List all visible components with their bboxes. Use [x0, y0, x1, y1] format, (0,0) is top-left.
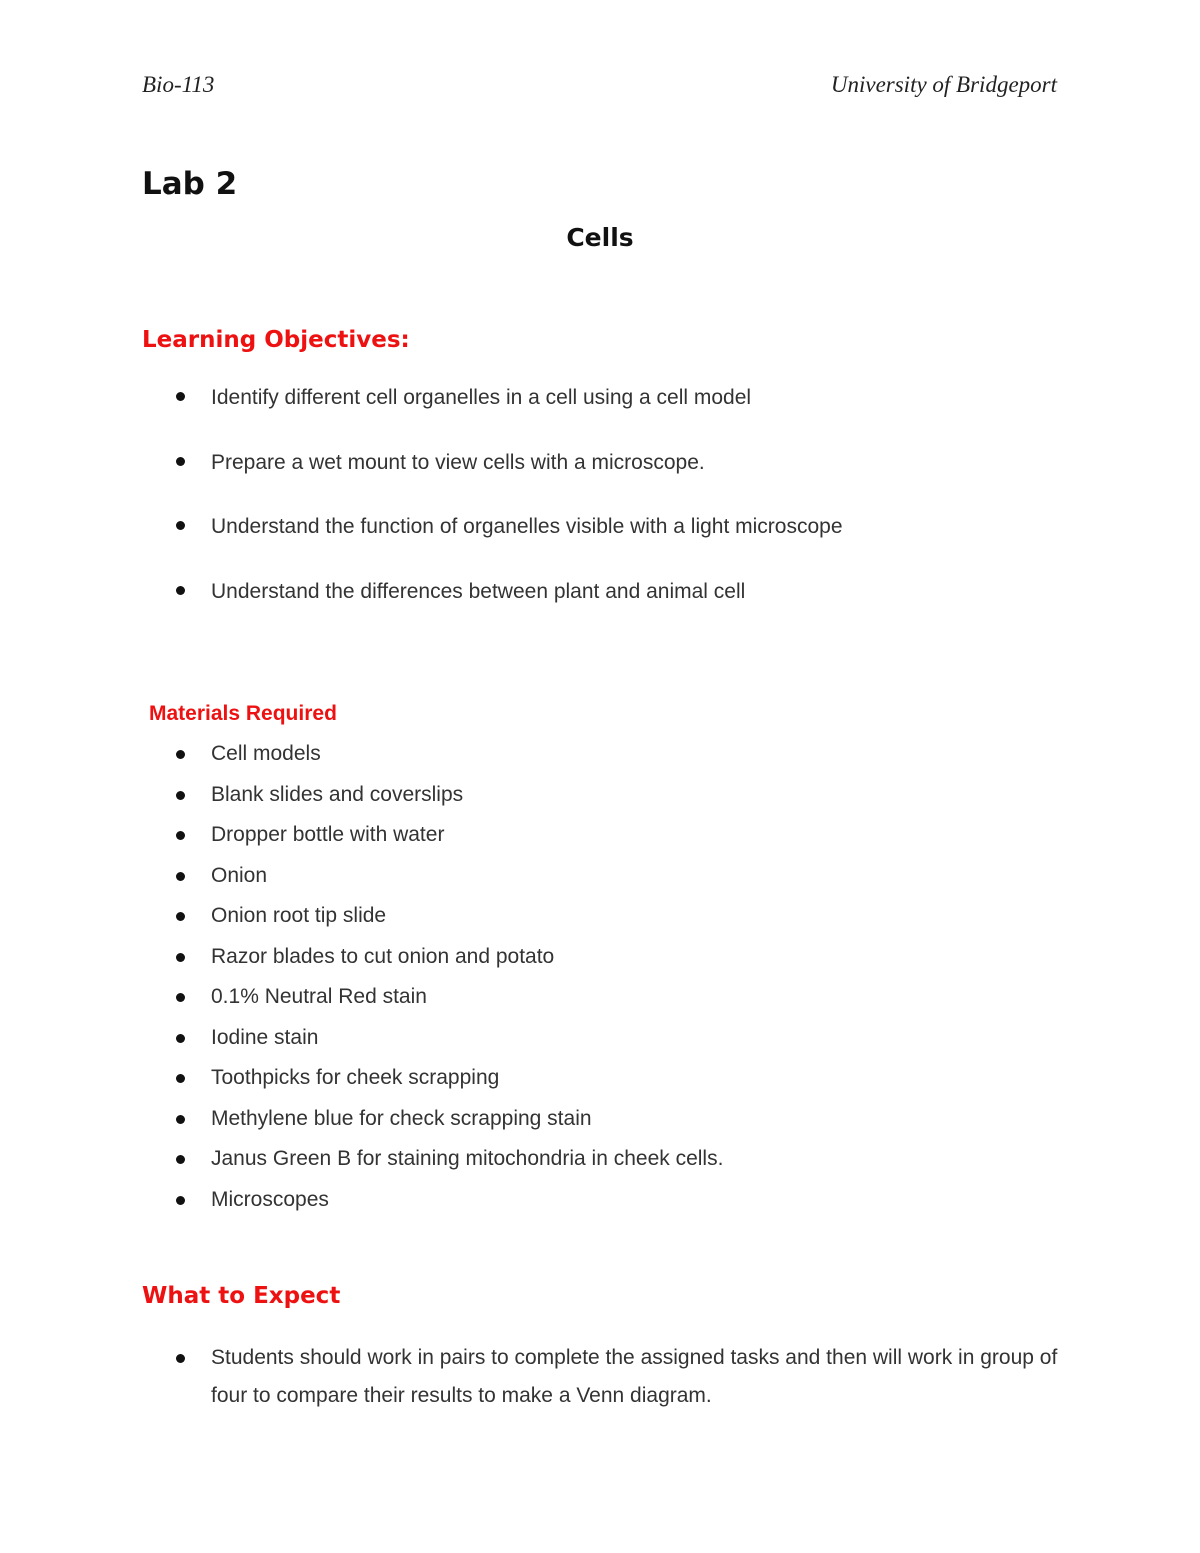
bullet-icon	[176, 750, 185, 759]
list-item-text: Onion	[211, 863, 268, 887]
list-item	[0, 1145, 1200, 1186]
bullet-icon	[176, 1354, 185, 1363]
list-item	[0, 781, 1200, 822]
list-item	[0, 384, 1200, 449]
bullet-icon	[176, 1074, 185, 1083]
list-item	[0, 513, 1200, 578]
bullet-icon	[176, 586, 185, 595]
list-item-text: Blank slides and coverslips	[211, 782, 464, 806]
lab-title: Lab 2	[142, 166, 238, 202]
document-subtitle: Cells	[566, 223, 634, 252]
institution-name: University of Bridgeport	[830, 72, 1057, 97]
bullet-icon	[176, 953, 185, 962]
list-item-text: Razor blades to cut onion and potato	[211, 944, 555, 968]
list-item-text: Methylene blue for check scrapping stain	[211, 1106, 592, 1130]
bullet-icon	[176, 1196, 185, 1205]
bullet-icon	[176, 457, 185, 466]
materials-heading: Materials Required	[149, 702, 337, 725]
list-item-text: Prepare a wet mount to view cells with a microscope.	[211, 450, 705, 474]
bullet-icon	[176, 392, 185, 401]
bullet-icon	[176, 831, 185, 840]
bullet-icon	[176, 1034, 185, 1043]
list-item	[0, 449, 1200, 514]
list-item-text: Toothpicks for cheek scrapping	[211, 1066, 500, 1089]
bullet-icon	[176, 872, 185, 881]
list-item-text: Iodine stain	[211, 1025, 319, 1049]
list-item	[0, 902, 1200, 943]
list-item-text: Understand the function of organelles visible with a light microscope	[211, 515, 843, 538]
list-item-text: Janus Green B for staining mitochondria in cheek cells.	[211, 1147, 724, 1170]
learning-objectives-list	[0, 384, 1200, 642]
list-item-text: Onion root tip slide	[211, 904, 387, 927]
list-item	[0, 821, 1200, 862]
course-code: Bio-113	[142, 72, 215, 97]
list-item-text: Cell models	[211, 742, 321, 765]
list-item	[0, 1186, 1200, 1227]
bullet-icon	[176, 993, 185, 1002]
list-item-text: 0.1% Neutral Red stain	[211, 985, 427, 1008]
list-item	[0, 983, 1200, 1024]
list-item-text: Identify different cell organelles in a cell using a cell model	[211, 386, 752, 409]
list-item	[0, 862, 1200, 903]
bullet-icon	[176, 791, 185, 800]
list-item	[0, 1105, 1200, 1146]
list-item-text: Dropper bottle with water	[211, 823, 445, 846]
bullet-icon	[176, 912, 185, 921]
list-item	[0, 1339, 1200, 1415]
list-item	[0, 1024, 1200, 1065]
learning-objectives-heading: Learning Objectives:	[142, 327, 410, 353]
bullet-icon	[176, 521, 185, 530]
list-item	[0, 578, 1200, 643]
list-item	[0, 943, 1200, 984]
list-item	[0, 1064, 1200, 1105]
list-item-text: Understand the differences between plant and animal cell	[211, 579, 746, 603]
what-to-expect-list	[0, 1339, 1200, 1415]
what-to-expect-heading: What to Expect	[142, 1283, 341, 1309]
list-item-text: Microscopes	[211, 1187, 329, 1211]
materials-list	[0, 740, 1200, 1226]
list-item	[0, 740, 1200, 781]
list-item-text: Students should work in pairs to complete the assigned tasks and then will work in group of four to compare their results to make a Venn diagram.	[211, 1346, 1058, 1407]
bullet-icon	[176, 1155, 185, 1164]
bullet-icon	[176, 1115, 185, 1124]
